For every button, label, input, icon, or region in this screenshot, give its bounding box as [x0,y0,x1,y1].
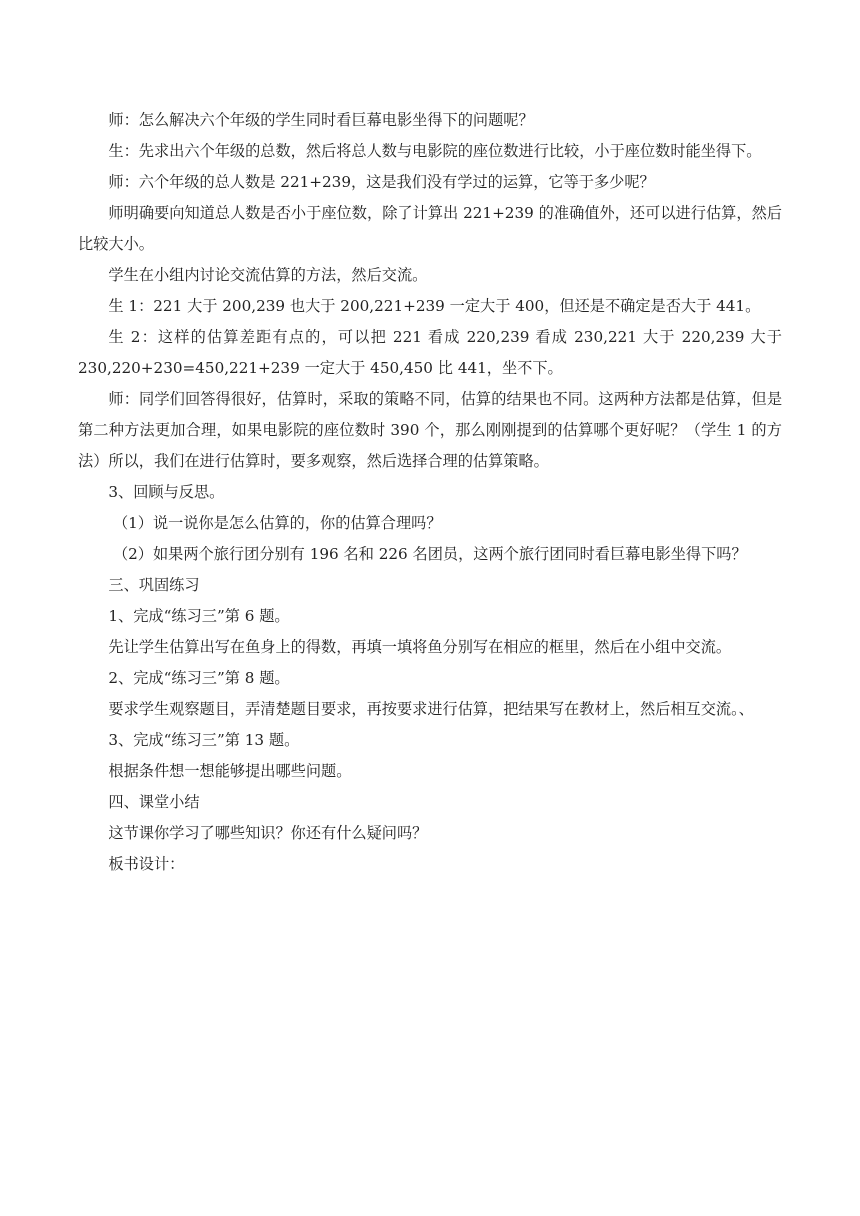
paragraph-student-1: 生 1：221 大于 200,239 也大于 200,221+239 一定大于 400，但还是不确定是否大于 441。 [108,297,761,315]
paragraph-teacher-question: 师：怎么解决六个年级的学生同时看巨幕电影坐得下的问题呢？ [108,111,534,129]
paragraph-practice-3: 3、完成“练习三”第 13 题。 [108,731,300,749]
paragraph-student-2: 生 2：这样的估算差距有点的，可以把 221 看成 220,239 看成 230,221 大于 220,239 大于 230,220+230=450,221+239 一定大于 450,450 比 441，坐不下。 [78,328,782,377]
heading-practice: 三、巩固练习 [108,576,200,594]
paragraph-teacher-summary: 师：同学们回答得很好，估算时，采取的策略不同，估算的结果也不同。这两种方法都是估算，但是第二种方法更加合理，如果电影院的座位数时 390 个，那么刚刚提到的估算哪个更好呢？（学生 1 的方法）所以，我们在进行估算时，要多观察，然后选择合理的估算策略。 [78,390,782,470]
heading-review-reflect: 3、回顾与反思。 [108,483,225,501]
paragraph-teacher-total: 师：六个年级的总人数是 221+239，这是我们没有学过的运算，它等于多少呢？ [108,173,655,191]
paragraph-practice-1-detail: 先让学生估算出写在鱼身上的得数，再填一填将鱼分别写在相应的框里，然后在小组中交流。 [108,638,732,656]
paragraph-review-item-2: （2）如果两个旅行团分别有 196 名和 226 名团员，这两个旅行团同时看巨幕电影坐得下吗？ [112,545,747,563]
paragraph-practice-3-detail: 根据条件想一想能够提出哪些问题。 [108,762,352,780]
paragraph-summary-question: 这节课你学习了哪些知识？你还有什么疑问吗？ [108,824,428,842]
paragraph-practice-2: 2、完成“练习三”第 8 题。 [108,669,290,687]
paragraph-review-item-1: （1）说一说你是怎么估算的，你的估算合理吗？ [112,514,442,532]
heading-class-summary: 四、课堂小结 [108,793,200,811]
paragraph-student-answer: 生：先求出六个年级的总数，然后将总人数与电影院的座位数进行比较，小于座位数时能坐得下。 [108,142,762,160]
document-body [78,105,782,880]
paragraph-teacher-clarify: 师明确要向知道总人数是否小于座位数，除了计算出 221+239 的准确值外，还可以进行估算，然后比较大小。 [78,204,782,253]
paragraph-board-design: 板书设计： [108,855,185,873]
paragraph-practice-2-detail: 要求学生观察题目，弄清楚题目要求，再按要求进行估算，把结果写在教材上，然后相互交流。、 [108,700,754,718]
paragraph-group-discussion: 学生在小组内讨论交流估算的方法，然后交流。 [108,266,428,284]
paragraph-practice-1: 1、完成“练习三”第 6 题。 [108,607,290,625]
